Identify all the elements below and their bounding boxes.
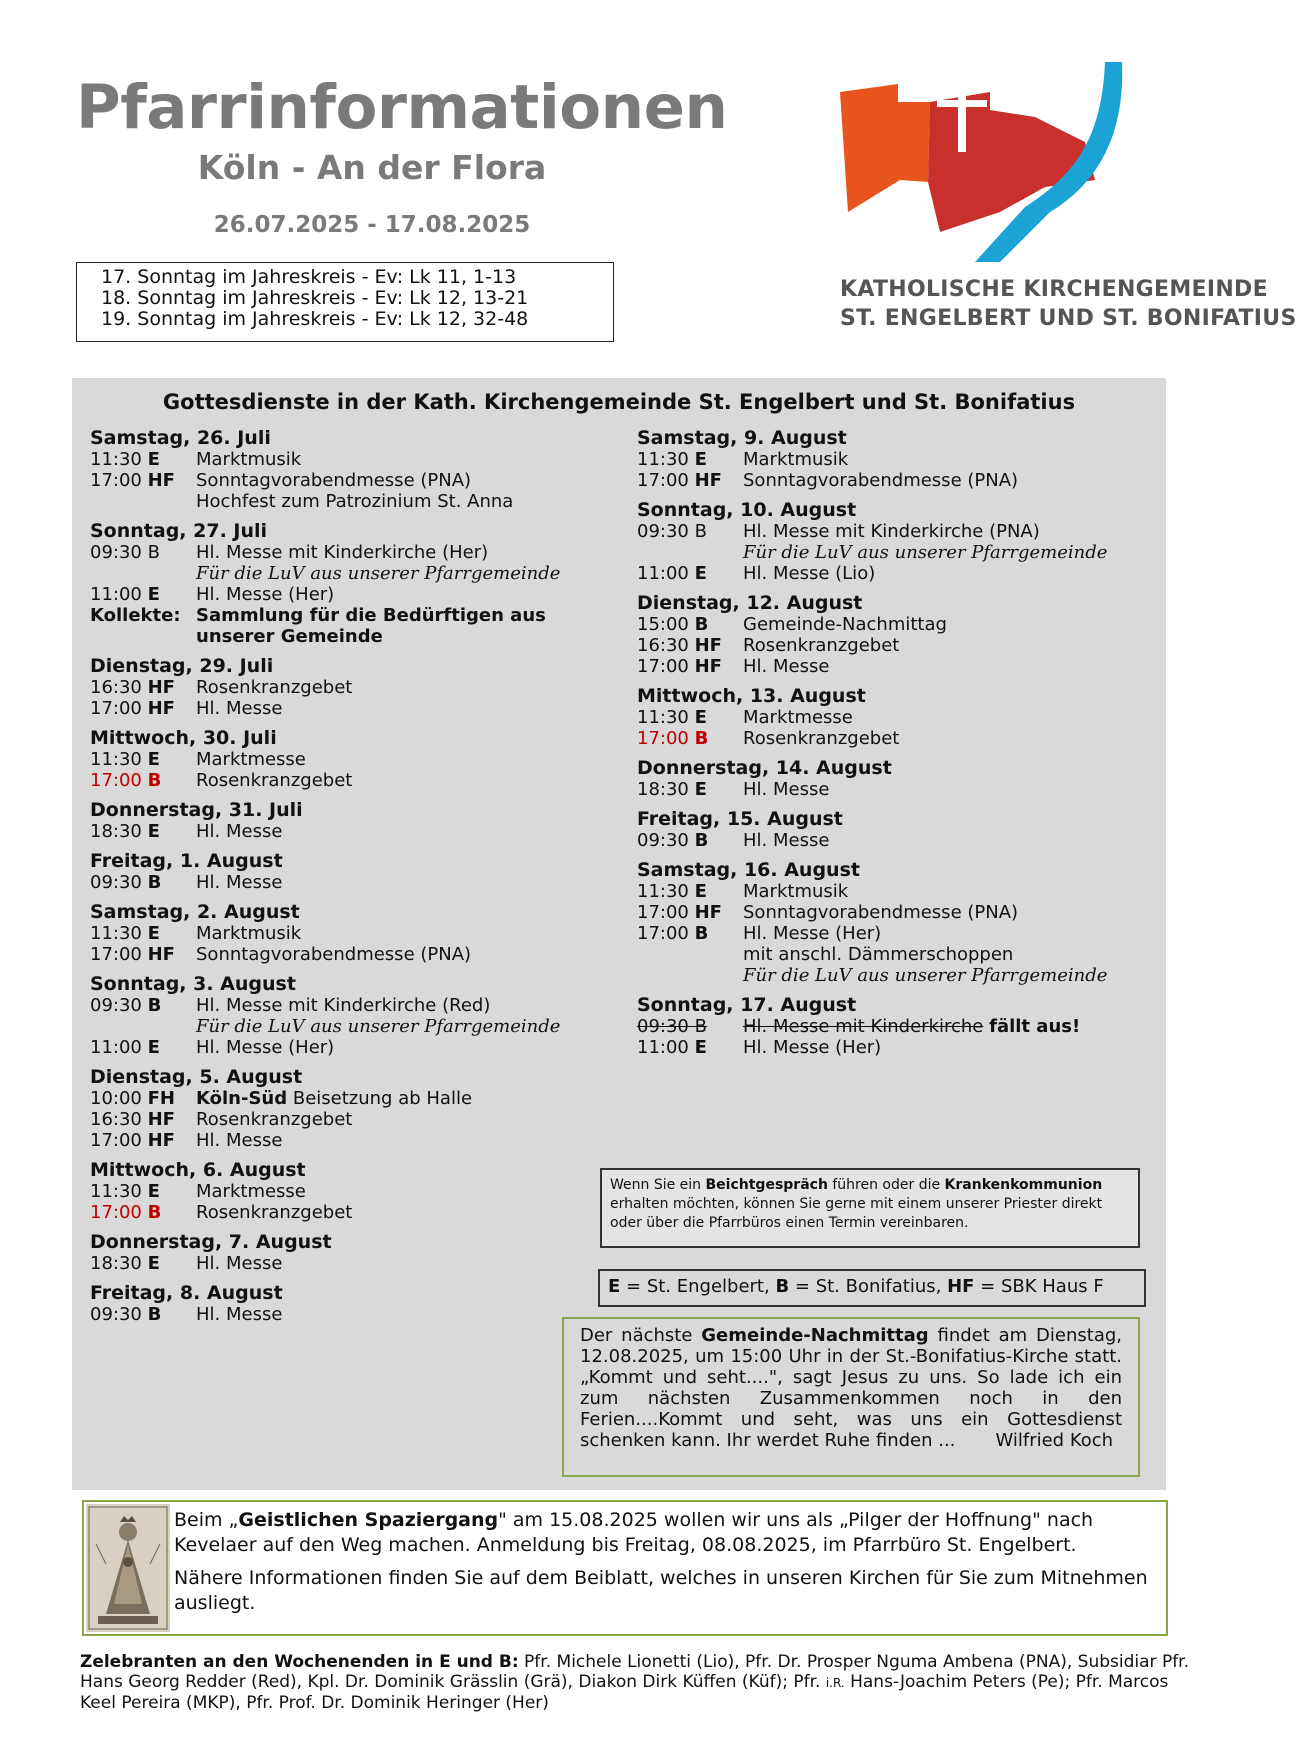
service-entry-cancelled: 09:30 B Hl. Messe mit Kinderkirche fällt aus! (637, 1016, 1081, 1037)
day-block (90, 1232, 610, 1274)
service-entry: 17:00 B Rosenkranzgebet (90, 1202, 353, 1223)
kollekte: Kollekte: Sammlung für die Bedürftigen aus unserer Gemeinde (90, 605, 546, 647)
reading-line: 17. Sonntag im Jahreskreis - Ev: Lk 11, 1-13 (101, 266, 517, 288)
day-title: Samstag, 2. August (90, 901, 300, 923)
day-block (90, 428, 610, 512)
day-title: Mittwoch, 30. Juli (90, 727, 277, 749)
day-title: Freitag, 15. August (637, 808, 843, 830)
location-legend: E = St. Engelbert, B = St. Bonifatius, HF = SBK Haus F (598, 1269, 1146, 1307)
service-entry: 17:00 B Rosenkranzgebet (90, 770, 353, 791)
day-title: Mittwoch, 6. August (90, 1159, 306, 1181)
logo-line-1: KATHOLISCHE KIRCHENGEMEINDE (840, 277, 1268, 302)
pilgrimage-text (174, 1508, 1160, 1624)
day-block (90, 974, 610, 1058)
day-block (90, 1067, 610, 1151)
day-block (637, 995, 1157, 1058)
services-right-column (637, 428, 1157, 1067)
logo-text (840, 275, 1297, 333)
service-entry: 11:30 E Marktmusik (637, 449, 849, 470)
day-title: Donnerstag, 14. August (637, 757, 892, 779)
readings-box (76, 262, 614, 342)
parish-logo (840, 62, 1180, 262)
cross-horizontal (937, 100, 987, 107)
day-title: Dienstag, 12. August (637, 592, 863, 614)
day-title: Donnerstag, 31. Juli (90, 799, 303, 821)
service-entry: 09:30 B Hl. Messe mit Kinderkirche (Red) (90, 995, 491, 1016)
page-subtitle: Köln - An der Flora (197, 148, 547, 187)
day-title: Freitag, 8. August (90, 1282, 283, 1304)
service-entry: 11:00 E Hl. Messe (Her) (90, 1037, 335, 1058)
day-title: Freitag, 1. August (90, 850, 283, 872)
service-entry: 11:30 E Marktmusik (637, 881, 849, 902)
service-entry: 10:00 FH Köln-Süd Beisetzung ab Halle (90, 1088, 473, 1109)
service-entry: 11:30 E Marktmusik (90, 923, 302, 944)
author: Wilfried Koch (995, 1430, 1114, 1451)
service-entry: 09:30 B Hl. Messe (90, 1304, 283, 1325)
service-entry: 11:30 E Marktmesse (90, 749, 306, 770)
confession-info-box: Wenn Sie ein Beichtgespräch führen oder die Krankenkommunion erhalten möchten, können Sie gerne mit einem unserer Priester direkt oder über die Pfarrbüros einen Termin vereinbaren. (600, 1168, 1140, 1248)
day-block (637, 686, 1157, 749)
service-entry: 16:30 HF Rosenkranzgebet (90, 1109, 353, 1130)
celebrants-footer: Zelebranten an den Wochenenden in E und B: Pfr. Michele Lionetti (Lio), Pfr. Dr. Prosper Nguma Ambena (PNA), Subsidiar Pfr. Hans Georg Redder (Red), Kpl. Dr. Dominik Grässlin (Grä), Diakon Dirk Küffen (Küf); Pfr. i.R. Hans-Joachim Peters (Pe); Pfr. Marcos Keel Pereira (MKP), Pfr. Prof. Dr. Dominik Heringer (Her) (80, 1652, 1190, 1713)
service-entry: 18:30 E Hl. Messe (90, 1253, 283, 1274)
day-block (637, 428, 1157, 491)
service-entry: 18:30 E Hl. Messe (90, 821, 283, 842)
page-title: Pfarrinformationen (76, 72, 728, 143)
service-entry: 09:30 B Hl. Messe (90, 872, 283, 893)
service-entry: 17:00 HF Sonntagvorabendmesse (PNA) (90, 470, 472, 491)
day-block (90, 1160, 610, 1223)
cross-vertical (958, 82, 966, 152)
day-title: Sonntag, 27. Juli (90, 520, 268, 542)
reading-line: 19. Sonntag im Jahreskreis - Ev: Lk 12, 32-48 (101, 308, 529, 330)
day-title: Sonntag, 10. August (637, 499, 857, 521)
service-note: Hochfest zum Patrozinium St. Anna (196, 491, 514, 512)
logo-red-shape (928, 92, 1095, 232)
service-entry: 11:30 E Marktmesse (90, 1181, 306, 1202)
day-title: Sonntag, 17. August (637, 994, 857, 1016)
service-note: Für die LuV aus unserer Pfarrgemeinde (196, 1016, 561, 1037)
service-note: mit anschl. Dämmerschoppen (743, 944, 1014, 965)
day-title: Samstag, 16. August (637, 859, 860, 881)
day-block (90, 800, 610, 842)
service-entry: 09:30 B Hl. Messe mit Kinderkirche (PNA) (637, 521, 1040, 542)
service-entry: 17:00 HF Sonntagvorabendmesse (PNA) (637, 902, 1019, 923)
day-title: Dienstag, 5. August (90, 1066, 303, 1088)
service-note: Für die LuV aus unserer Pfarrgemeinde (196, 563, 561, 584)
logo-orange-shape (840, 84, 930, 212)
service-entry: 09:30 B Hl. Messe mit Kinderkirche (Her) (90, 542, 489, 563)
madonna-image (86, 1504, 170, 1632)
day-block (637, 500, 1157, 584)
service-entry: 11:00 E Hl. Messe (Lio) (637, 563, 876, 584)
service-entry: 17:00 HF Hl. Messe (637, 656, 830, 677)
day-title: Mittwoch, 13. August (637, 685, 866, 707)
day-block (637, 860, 1157, 986)
day-block (90, 728, 610, 791)
day-title: Samstag, 26. Juli (90, 427, 271, 449)
service-entry: 16:30 HF Rosenkranzgebet (637, 635, 900, 656)
service-entry: 16:30 HF Rosenkranzgebet (90, 677, 353, 698)
day-title: Donnerstag, 7. August (90, 1231, 332, 1253)
services-heading: Gottesdienste in der Kath. Kirchengemeinde St. Engelbert und St. Bonifatius (162, 390, 1076, 414)
day-title: Samstag, 9. August (637, 427, 847, 449)
day-block (637, 593, 1157, 677)
service-entry: 17:00 HF Sonntagvorabendmesse (PNA) (637, 470, 1019, 491)
pilgrimage-paragraph-1: Beim „Geistlichen Spaziergang" am 15.08.2025 wollen wir uns als „Pilger der Hoffnung" nach Kevelaer auf den Weg machen. Anmeldung bis Freitag, 08.08.2025, im Pfarrbüro St. Engelbert. (174, 1509, 1094, 1556)
service-entry: 17:00 B Rosenkranzgebet (637, 728, 900, 749)
day-title: Dienstag, 29. Juli (90, 655, 274, 677)
service-entry: 11:30 E Marktmesse (637, 707, 853, 728)
day-title: Sonntag, 3. August (90, 973, 296, 995)
day-block (90, 851, 610, 893)
pilgrimage-box (82, 1500, 1168, 1636)
cancelled-label: fällt aus! (989, 1016, 1081, 1037)
day-block (90, 902, 610, 965)
day-block (90, 1283, 610, 1325)
community-afternoon-box: Der nächste Gemeinde-Nachmittag findet am Dienstag, 12.08.2025, um 15:00 Uhr in der St.-Bonifatius-Kirche statt. „Kommt und seht....", sagt Jesus zu uns. So lade ich ein zum nächsten Zusammenkommen noch in den Ferien....Kommt und seht, was uns ein Gottesdienst schenken kann. Ihr werdet Ruhe finden ... Wilfried Koch (562, 1317, 1140, 1477)
service-entry: 17:00 HF Sonntagvorabendmesse (PNA) (90, 944, 472, 965)
service-entry: 17:00 B Hl. Messe (Her) (637, 923, 882, 944)
service-note: Für die LuV aus unserer Pfarrgemeinde (743, 965, 1108, 986)
day-block (637, 809, 1157, 851)
day-block (637, 758, 1157, 800)
service-entry: 11:00 E Hl. Messe (Her) (637, 1037, 882, 1058)
day-block (90, 656, 610, 719)
reading-line: 18. Sonntag im Jahreskreis - Ev: Lk 12, 13-21 (101, 287, 529, 309)
service-entry: 17:00 HF Hl. Messe (90, 698, 283, 719)
day-block (90, 521, 610, 647)
service-entry: 11:00 E Hl. Messe (Her) (90, 584, 335, 605)
service-entry: 18:30 E Hl. Messe (637, 779, 830, 800)
pilgrimage-paragraph-2: Nähere Informationen finden Sie auf dem Beiblatt, welches in unseren Kirchen für Sie zum Mitnehmen ausliegt. (174, 1567, 1148, 1614)
service-note: Für die LuV aus unserer Pfarrgemeinde (743, 542, 1108, 563)
service-entry: 15:00 B Gemeinde-Nachmittag (637, 614, 947, 635)
service-entry: 09:30 B Hl. Messe (637, 830, 830, 851)
service-entry: 17:00 HF Hl. Messe (90, 1130, 283, 1151)
services-left-column (90, 428, 610, 1334)
logo-line-2: ST. ENGELBERT UND ST. BONIFATIUS (840, 306, 1297, 331)
date-range: 26.07.2025 - 17.08.2025 (213, 212, 531, 238)
service-entry: 11:30 E Marktmusik (90, 449, 302, 470)
